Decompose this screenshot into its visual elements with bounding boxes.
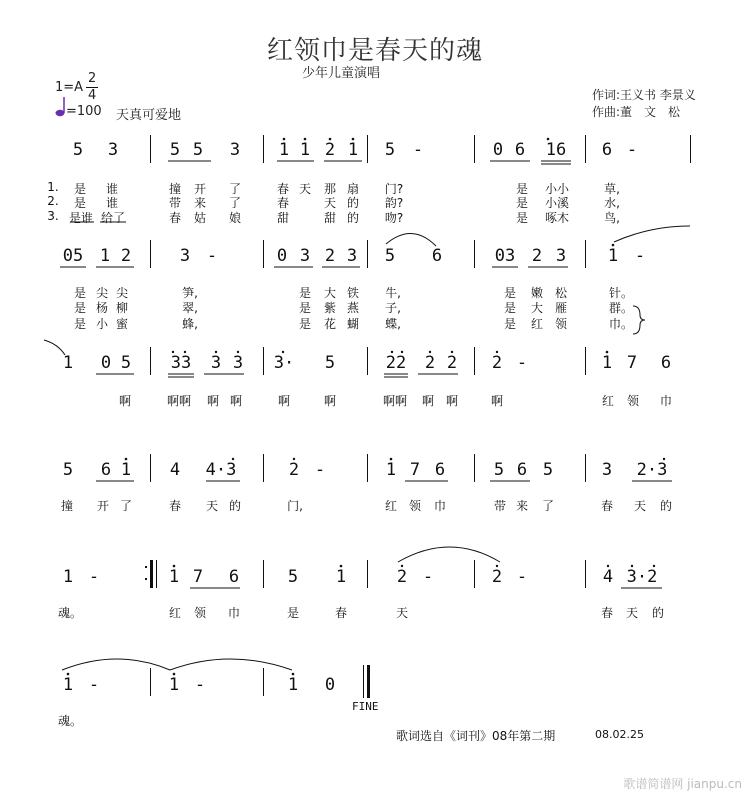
lyric: 开 [193,182,206,196]
note-low-dot: 2 [396,567,408,587]
lyric: 啄木 [544,211,569,225]
lyric: 是 [503,286,516,300]
time-signature-bottom: 4 [88,88,97,103]
note: 3 [346,246,358,266]
lyric: 了 [119,499,132,513]
verse-number: 3. [47,209,59,223]
barline [150,668,151,696]
note-dotted: 3· [273,353,295,373]
note-high: 1 [168,675,180,695]
note-high: 1 [601,353,613,373]
lyric: 翠, [182,301,198,315]
lyric: 巾。 [609,317,634,331]
lyric: 蜂, [182,317,198,331]
barline [585,135,586,163]
lyric: 领 [626,394,639,408]
note-dotted: 3·2 [626,567,658,587]
barline [263,454,264,482]
barline [367,560,368,588]
note: 7 [409,460,421,480]
note: 3 [555,246,567,266]
barline [263,347,264,375]
final-barline-thick [367,665,370,698]
lyric: 的 [659,499,672,513]
final-barline-thin [363,665,364,698]
note: 1 [62,567,74,587]
lyric: 是 [73,317,86,331]
lyric: 蝶, [385,317,401,331]
lyric: 蜜 [115,317,128,331]
lyric: 啊 [229,394,242,408]
repeat-dot [145,578,147,580]
barline [474,560,475,588]
note: 2 [531,246,543,266]
barline [367,240,368,268]
barline [474,240,475,268]
lyric: 姑 [193,211,206,225]
note-high: 1 [299,140,311,160]
note-high: 1 [287,675,299,695]
lyric: 啊 [118,394,131,408]
lyric: 的 [651,606,664,620]
lyric: 吻? [384,211,404,225]
note: 5 [493,460,505,480]
repeat-barline-thin [156,560,157,588]
lyric: 春 [334,606,347,620]
barline [367,347,368,375]
lyric: 来 [515,499,528,513]
note: 2 [288,460,300,480]
lyric: 魂。 [58,606,83,620]
watermark: 歌谱简谱网 jianpu.cn [623,777,742,791]
lyric: 春 [168,499,181,513]
note: 3 [210,353,222,373]
verse-number: 2. [47,194,59,208]
dash: - [314,460,326,480]
barline [585,454,586,482]
note-high: 1 [62,675,74,695]
lyric: 春 [168,211,181,225]
note: 6 [100,460,112,480]
note: 3 [601,460,613,480]
lyric: 天 [298,182,311,196]
note-pair: 33 [170,353,192,373]
tempo-mood: 天真可爱地 [116,108,182,123]
lyric: 草, [604,182,620,196]
lyric: 蝴 [346,317,359,331]
note-high: 1 [120,460,132,480]
lyric: 撞 [60,499,73,513]
note: 6 [228,567,240,587]
dash: - [412,140,424,160]
note-high: 2 [324,140,336,160]
lyric: 嫩 [530,286,543,300]
note-pair: 03 [494,246,516,266]
lyric: 啊 [323,394,336,408]
note-low-dot: 2 [491,567,503,587]
page-title: 红领巾是春天的魂 [266,36,483,66]
lyric: 尖 [115,286,128,300]
note: 5 [192,140,204,160]
lyric: 针。 [609,286,634,300]
barline [585,560,586,588]
note: 7 [192,567,204,587]
note: 3 [179,246,191,266]
note-pair: 16 [545,140,567,160]
lyrics-source: 歌词选自《词刊》08年第二期 [396,729,556,743]
note: 5 [120,353,132,373]
lyric: 是谁 [68,211,93,225]
note: 3 [232,353,244,373]
time-signature-top: 2 [88,71,97,86]
barline [263,560,264,588]
note: 6 [431,246,443,266]
lyric: 小 [95,317,108,331]
lyric: 啊啊 [166,394,191,408]
barline [474,347,475,375]
lyric: 是 [503,301,516,315]
note: 1 [99,246,111,266]
barline [263,668,264,696]
lyric: 巾 [433,499,446,513]
dash: - [88,567,100,587]
lyric: 春 [600,606,613,620]
lyric: 啊 [445,394,458,408]
barline [474,135,475,163]
lyric: 春 [600,499,613,513]
note-dotted: 2·3 [636,460,668,480]
lyric: 是 [73,286,86,300]
lyric: 小溪 [544,196,569,210]
note: 5 [384,140,396,160]
note: 5 [287,567,299,587]
note: 4 [602,567,614,587]
note-high: 1 [168,567,180,587]
note-pair: 05 [62,246,84,266]
lyric: 是 [298,317,311,331]
lyric: 子, [385,301,401,315]
lyric: 啊 [490,394,503,408]
lyric: 巾 [659,394,672,408]
note: 0 [100,353,112,373]
barline [150,135,151,163]
barline [367,135,368,163]
note: 3 [299,246,311,266]
lyric: 群。 [609,301,634,315]
lyric: 门, [287,499,303,513]
note: 1 [607,246,619,266]
lyric: 啊啊 [382,394,407,408]
lyric: 春 [276,182,289,196]
lyric: 是 [73,196,86,210]
note: 5 [542,460,554,480]
lyric: 小小 [544,182,569,196]
lyric: 红 [168,606,181,620]
note: 2 [491,353,503,373]
lyric: 天 [625,606,638,620]
lyric: 大 [323,286,336,300]
lyric: 了 [541,499,554,513]
note: 6 [660,353,672,373]
lyric: 领 [554,317,567,331]
lyric: 带 [168,196,181,210]
subtitle: 少年儿童演唱 [302,66,381,81]
lyric: 红 [530,317,543,331]
lyric: 啊 [277,394,290,408]
lyric: 红 [384,499,397,513]
barline [474,454,475,482]
lyric: 大 [530,301,543,315]
verse-number: 1. [47,180,59,194]
note: 5 [62,460,74,480]
lyric: 是 [298,286,311,300]
note-dotted: 4·3 [205,460,237,480]
note: 6 [434,460,446,480]
lyric: 开 [96,499,109,513]
note: 4 [169,460,181,480]
lyric: 是 [298,301,311,315]
lyric: 是 [515,182,528,196]
lyric: 门? [384,182,404,196]
dash: - [422,567,434,587]
lyric: 柳 [115,301,128,315]
note: 7 [626,353,638,373]
lyric: 谁 [105,182,118,196]
lyric: 魂。 [58,714,83,728]
lyric: 撞 [168,182,181,196]
lyric: 那 [323,182,336,196]
lyric: 啊 [206,394,219,408]
lyric: 铁 [346,286,359,300]
lyric: 天 [633,499,646,513]
lyric: 牛, [385,286,401,300]
note-pair: 22 [385,353,407,373]
lyric: 了 [228,196,241,210]
dash: - [88,675,100,695]
lyric: 扇 [346,182,359,196]
lyricist: 作词:王义书 李景义 [592,88,696,102]
dash: - [194,675,206,695]
barline [690,135,691,163]
lyric: 水, [604,196,620,210]
note-high: 1 [385,460,397,480]
lyric: 给了 [100,211,125,225]
lyric: 紫 [323,301,336,315]
date: 08.02.25 [595,728,644,741]
dash: - [516,567,528,587]
key-signature: 1=A [55,80,84,95]
lyric: 雁 [554,301,567,315]
note: 2 [120,246,132,266]
note: 5 [72,140,84,160]
note: 2 [446,353,458,373]
dash: - [626,140,638,160]
lyric: 天 [205,499,218,513]
lyric: 谁 [105,196,118,210]
lyric: 燕 [346,301,359,315]
lyric: 鸟, [604,211,620,225]
lyric: 春 [276,196,289,210]
lyric: 红 [601,394,614,408]
fine-marker: FINE [352,700,379,713]
barline [150,240,151,268]
lyric: 的 [346,196,359,210]
lyric: 娘 [228,211,241,225]
barline [585,347,586,375]
lyric: 是 [515,211,528,225]
note-high: 1 [278,140,290,160]
note-high: 1 [335,567,347,587]
lyric: 是 [503,317,516,331]
note: 0 [492,140,504,160]
composer: 作曲:董 文 松 [592,105,681,119]
tempo-value: =100 [66,104,102,119]
note: 0 [324,675,336,695]
lyric: 花 [323,317,336,331]
lyric: 杨 [95,301,108,315]
dash: - [516,353,528,373]
lyric: 的 [346,211,359,225]
note: 1 [62,353,74,373]
lyric: 韵? [384,196,404,210]
lyric: 领 [193,606,206,620]
lyric: 的 [228,499,241,513]
lyric: 松 [554,286,567,300]
note: 5 [384,246,396,266]
note: 3 [229,140,241,160]
note: 6 [516,460,528,480]
note: 2 [424,353,436,373]
lyric: 天 [395,606,408,620]
note: 6 [514,140,526,160]
barline [263,135,264,163]
lyric: 带 [493,499,506,513]
note: 2 [324,246,336,266]
note: 5 [169,140,181,160]
dash: - [634,246,646,266]
barline [263,240,264,268]
lyric: 领 [408,499,421,513]
note: 3 [107,140,119,160]
barline [150,454,151,482]
barline [585,240,586,268]
lyric: 笋, [182,286,198,300]
repeat-dot [145,566,147,568]
lyric: 是 [515,196,528,210]
lyric: 啊 [421,394,434,408]
lyric: 尖 [95,286,108,300]
lyric: 甜 [323,211,336,225]
dash: - [206,246,218,266]
note: 5 [324,353,336,373]
note: 0 [276,246,288,266]
barline [150,347,151,375]
lyric: 了 [228,182,241,196]
repeat-barline-thick [150,560,153,588]
note: 6 [601,140,613,160]
lyric: 是 [73,182,86,196]
lyric: 是 [73,301,86,315]
barline [367,454,368,482]
lyric: 巾 [227,606,240,620]
lyric: 是 [286,606,299,620]
note-high: 1 [347,140,359,160]
lyric: 来 [193,196,206,210]
lyric: 天 [323,196,336,210]
lyric: 甜 [276,211,289,225]
